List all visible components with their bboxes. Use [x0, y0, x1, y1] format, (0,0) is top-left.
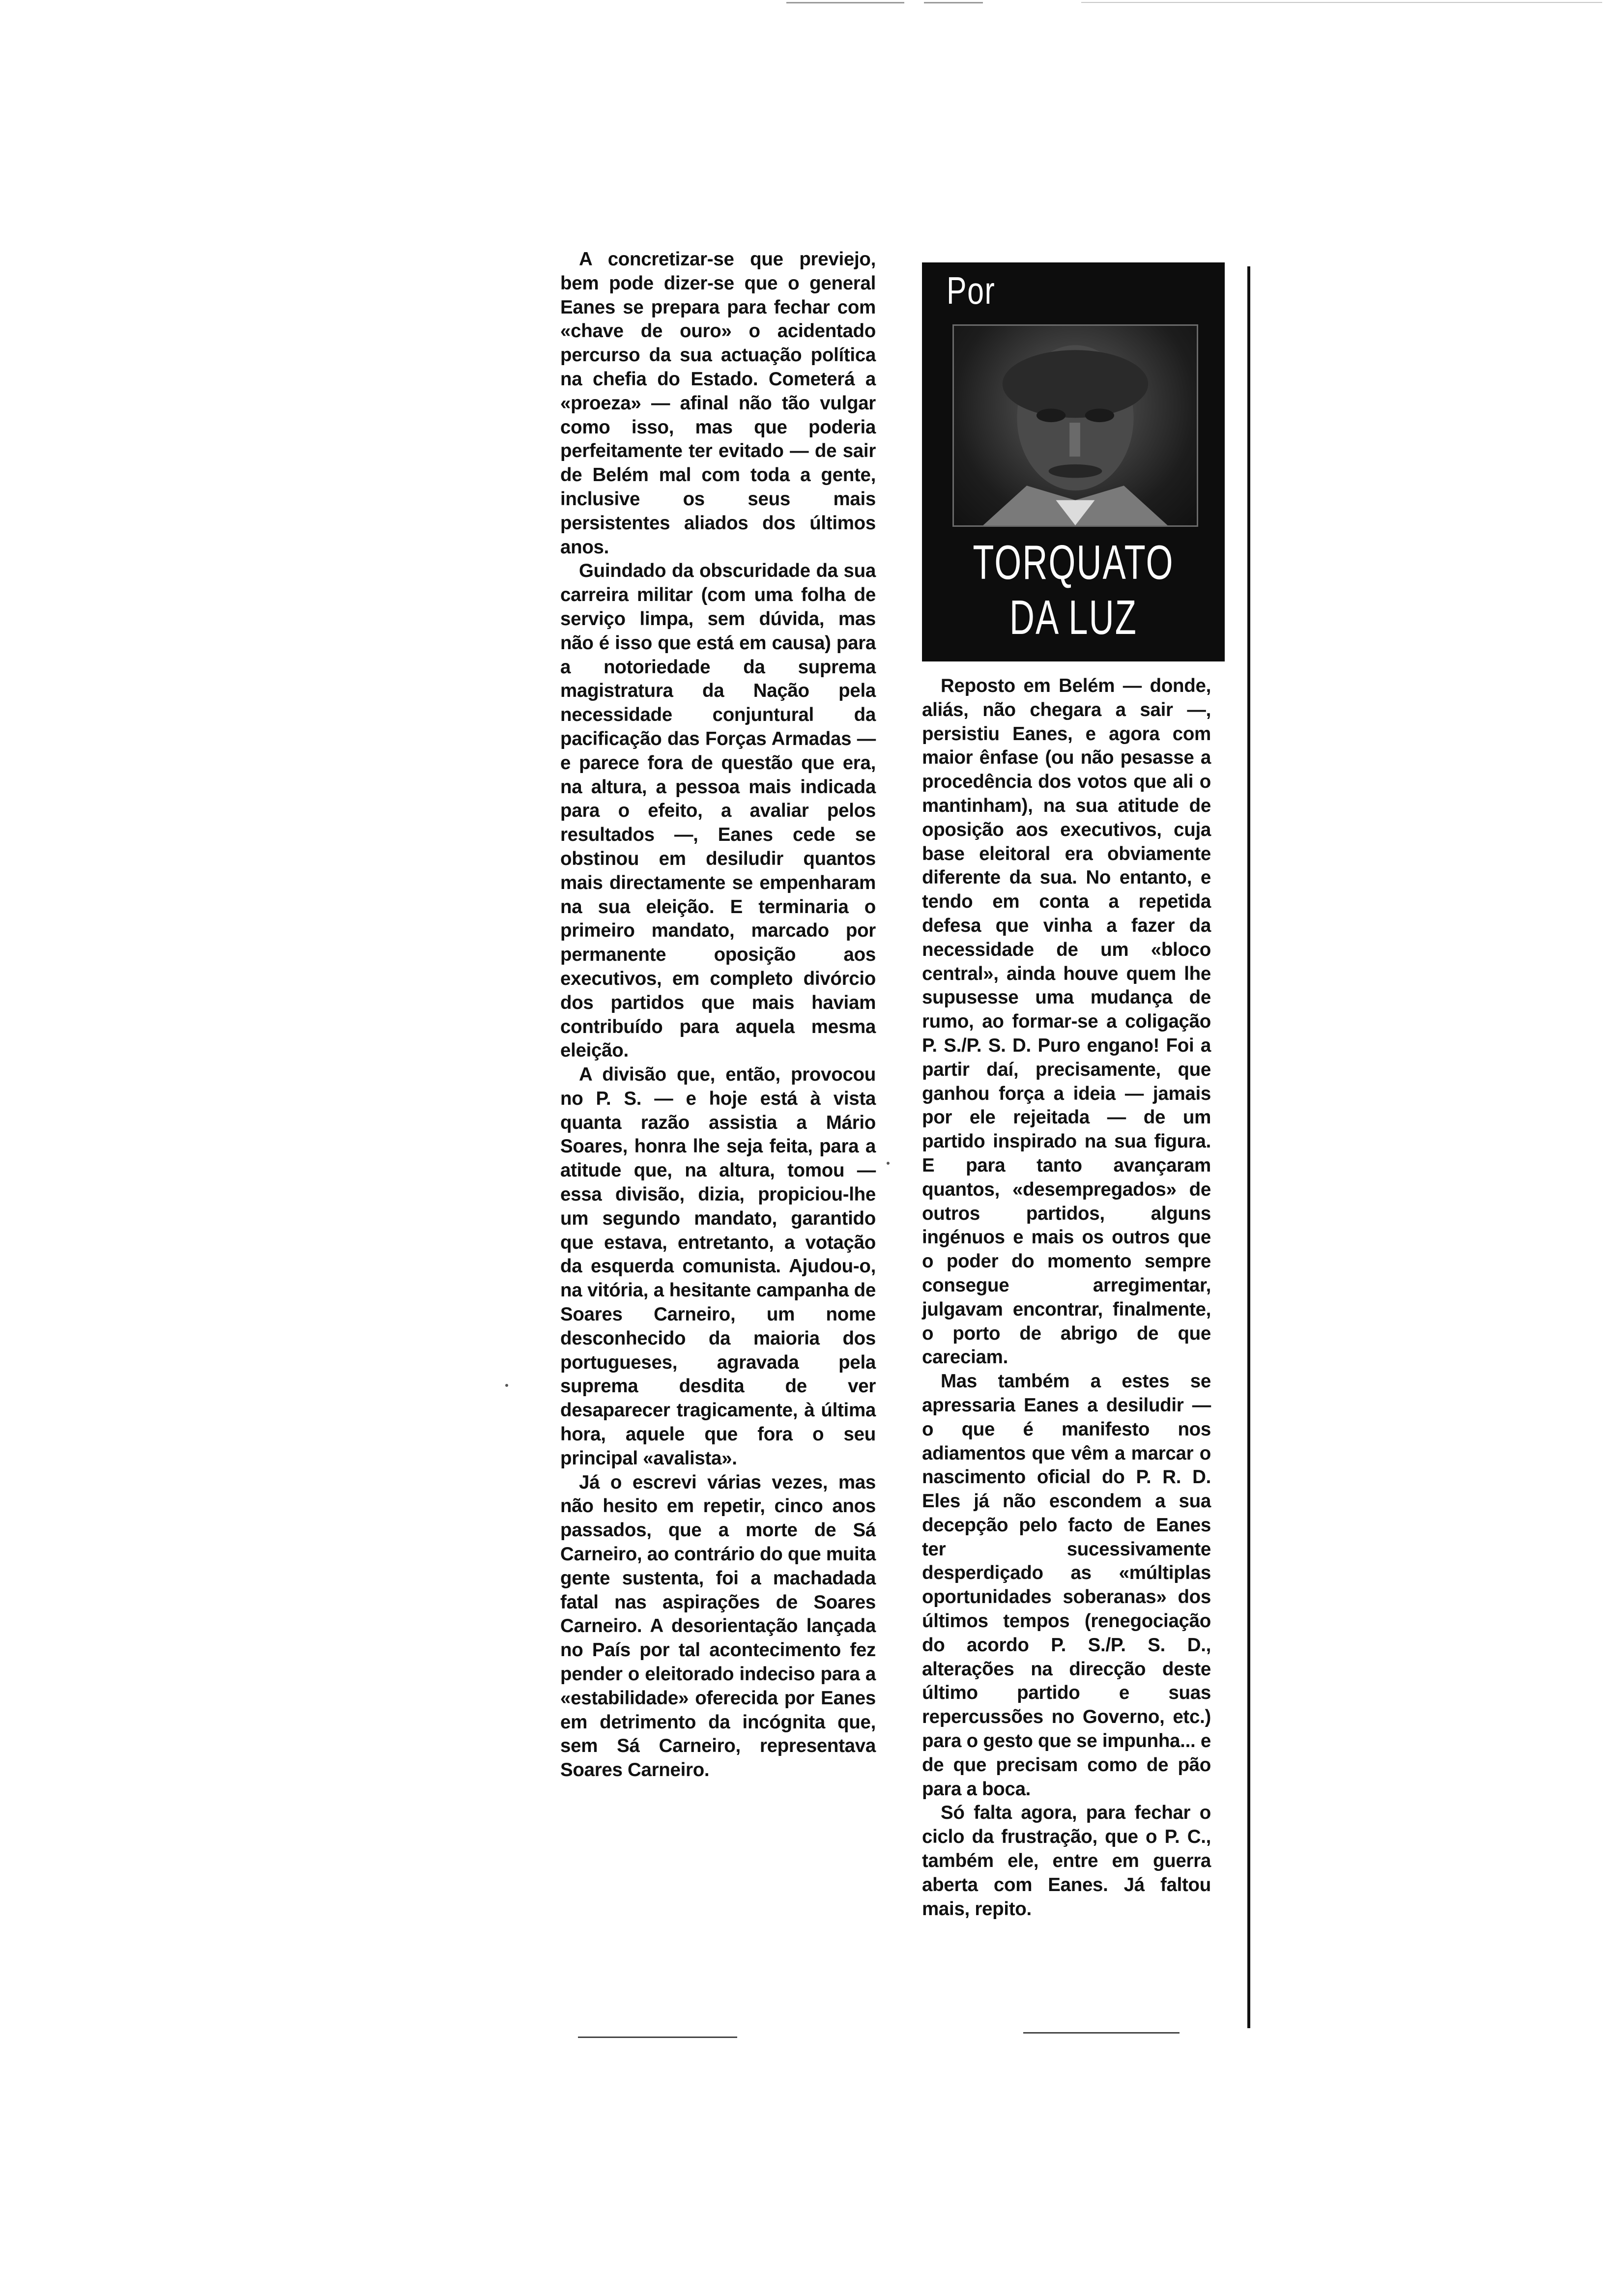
author-portrait-image	[954, 326, 1197, 525]
author-name-line1: TORQUATO	[973, 535, 1174, 589]
top-edge-rule	[924, 2, 983, 3]
article-column-right	[922, 674, 1211, 1921]
author-name-line2: DA LUZ	[1009, 590, 1137, 644]
print-speck	[505, 1384, 508, 1387]
article-paragraph: Só falta agora, para fechar o ciclo da frustração, que o P. C., também ele, entre em guerra aberta com Eanes. Já faltou mais, repito.	[922, 1802, 1211, 1920]
article-paragraph: Reposto em Belém — donde, aliás, não chegara a sair —, persistiu Eanes, e agora com maior ênfase (ou não pesasse a procedência dos votos que ali o mantinham), na sua atitude de oposição aos executivos, cuja base eleitoral era obviamente diferente da sua. No entanto, e tendo em conta a repetida defesa que vinha a fazer da necessidade de um «bloco central», ainda houve quem lhe supusesse uma mudança de rumo, ao formar-se a coligação P. S./P. S. D. Puro engano! Foi a partir daí, precisamente, que ganhou força a ideia — jamais por ele rejeitada — de um partido inspirado na sua figura. E para tanto avançaram quantos, «desempregados» de outros partidos, alguns ingénuos e mais os outros que o poder do momento sempre consegue arregimentar, julgavam encontrar, finalmente, o porto de abrigo de que careciam.	[922, 675, 1211, 1368]
print-speck	[887, 1162, 890, 1165]
article-paragraph: A divisão que, então, provocou no P. S. — e hoje está à vista quanta razão assistia a Mário Soares, honra lhe seja feita, para a atitude que, na altura, tomou — essa divisão, dizia, propiciou-lhe um segundo mandato, garantido que estava, entretanto, a votação da esquerda comunista. Ajudou-o, na vitória, a hesitante campanha de Soares Carneiro, um nome desconhecido da maioria dos portugueses, agravada pela suprema desdita de ver desaparecer tragicamente, à última hora, aquele que fora o seu principal «avalista».	[560, 1064, 876, 1469]
byline-box	[922, 262, 1225, 661]
article-paragraph: Guindado da obscuridade da sua carreira militar (com uma folha de serviço limpa, sem dúvida, mas não é isso que está em causa) para a notoriedade da suprema magistratura da Nação pela necessidade conjuntural da pacificação das Forças Armadas — e parece fora de questão que era, na altura, a pessoa mais indicada para o efeito, a avaliar pelos resultados —, Eanes cede se obstinou em desiludir quantos mais directamente se empenharam na sua eleição. E terminaria o primeiro mandato, marcado por permanente oposição aos executivos, em completo divórcio dos partidos que mais haviam contribuído para aquela mesma eleição.	[560, 560, 876, 1062]
column-end-rule	[1023, 2032, 1180, 2034]
article-paragraph: A concretizar-se que previejo, bem pode dizer-se que o general Eanes se prepara para fechar com «chave de ouro» o acidentado percurso da sua actuação política na chefia do Estado. Cometerá a «proeza» — afinal não tão vulgar como isso, mas que poderia perfeitamente ter evitado — de sair de Belém mal com toda a gente, inclusive os seus mais persistentes aliados dos últimos anos.	[560, 249, 876, 558]
article-paragraph: Mas também a estes se apressaria Eanes a desiludir — o que é manifesto nos adiamentos que vêm a marcar o nascimento oficial do P. R. D. Eles já não escondem a sua decepção pelo facto de Eanes ter sucessivamente desperdiçado as «múltiplas oportunidades soberanas» dos últimos tempos (renegociação do acordo P. S./P. S. D., alterações na direcção deste último partido e suas repercussões no Governo, etc.) para o gesto que se impunha... e de que precisam como de pão para a boca.	[922, 1371, 1211, 1800]
byline-prefix: Por	[947, 269, 996, 312]
top-edge-rule	[1081, 2, 1602, 3]
author-portrait	[952, 324, 1198, 527]
article-paragraph: Já o escrevi várias vezes, mas não hesito em repetir, cinco anos passados, que a morte de Sá Carneiro, ao contrário do que muita gente sustenta, foi a machadada fatal nas aspirações de Soares Carneiro. A desorientação lançada no País por tal acontecimento fez pender o eleitorado indeciso para a «estabilidade» oferecida por Eanes em detrimento da incógnita que, sem Sá Carneiro, representava Soares Carneiro.	[560, 1471, 876, 1781]
top-edge-rule	[786, 2, 904, 3]
column-end-rule	[578, 2037, 737, 2038]
column-rule	[1247, 266, 1250, 2028]
article-column-left	[560, 248, 876, 1782]
